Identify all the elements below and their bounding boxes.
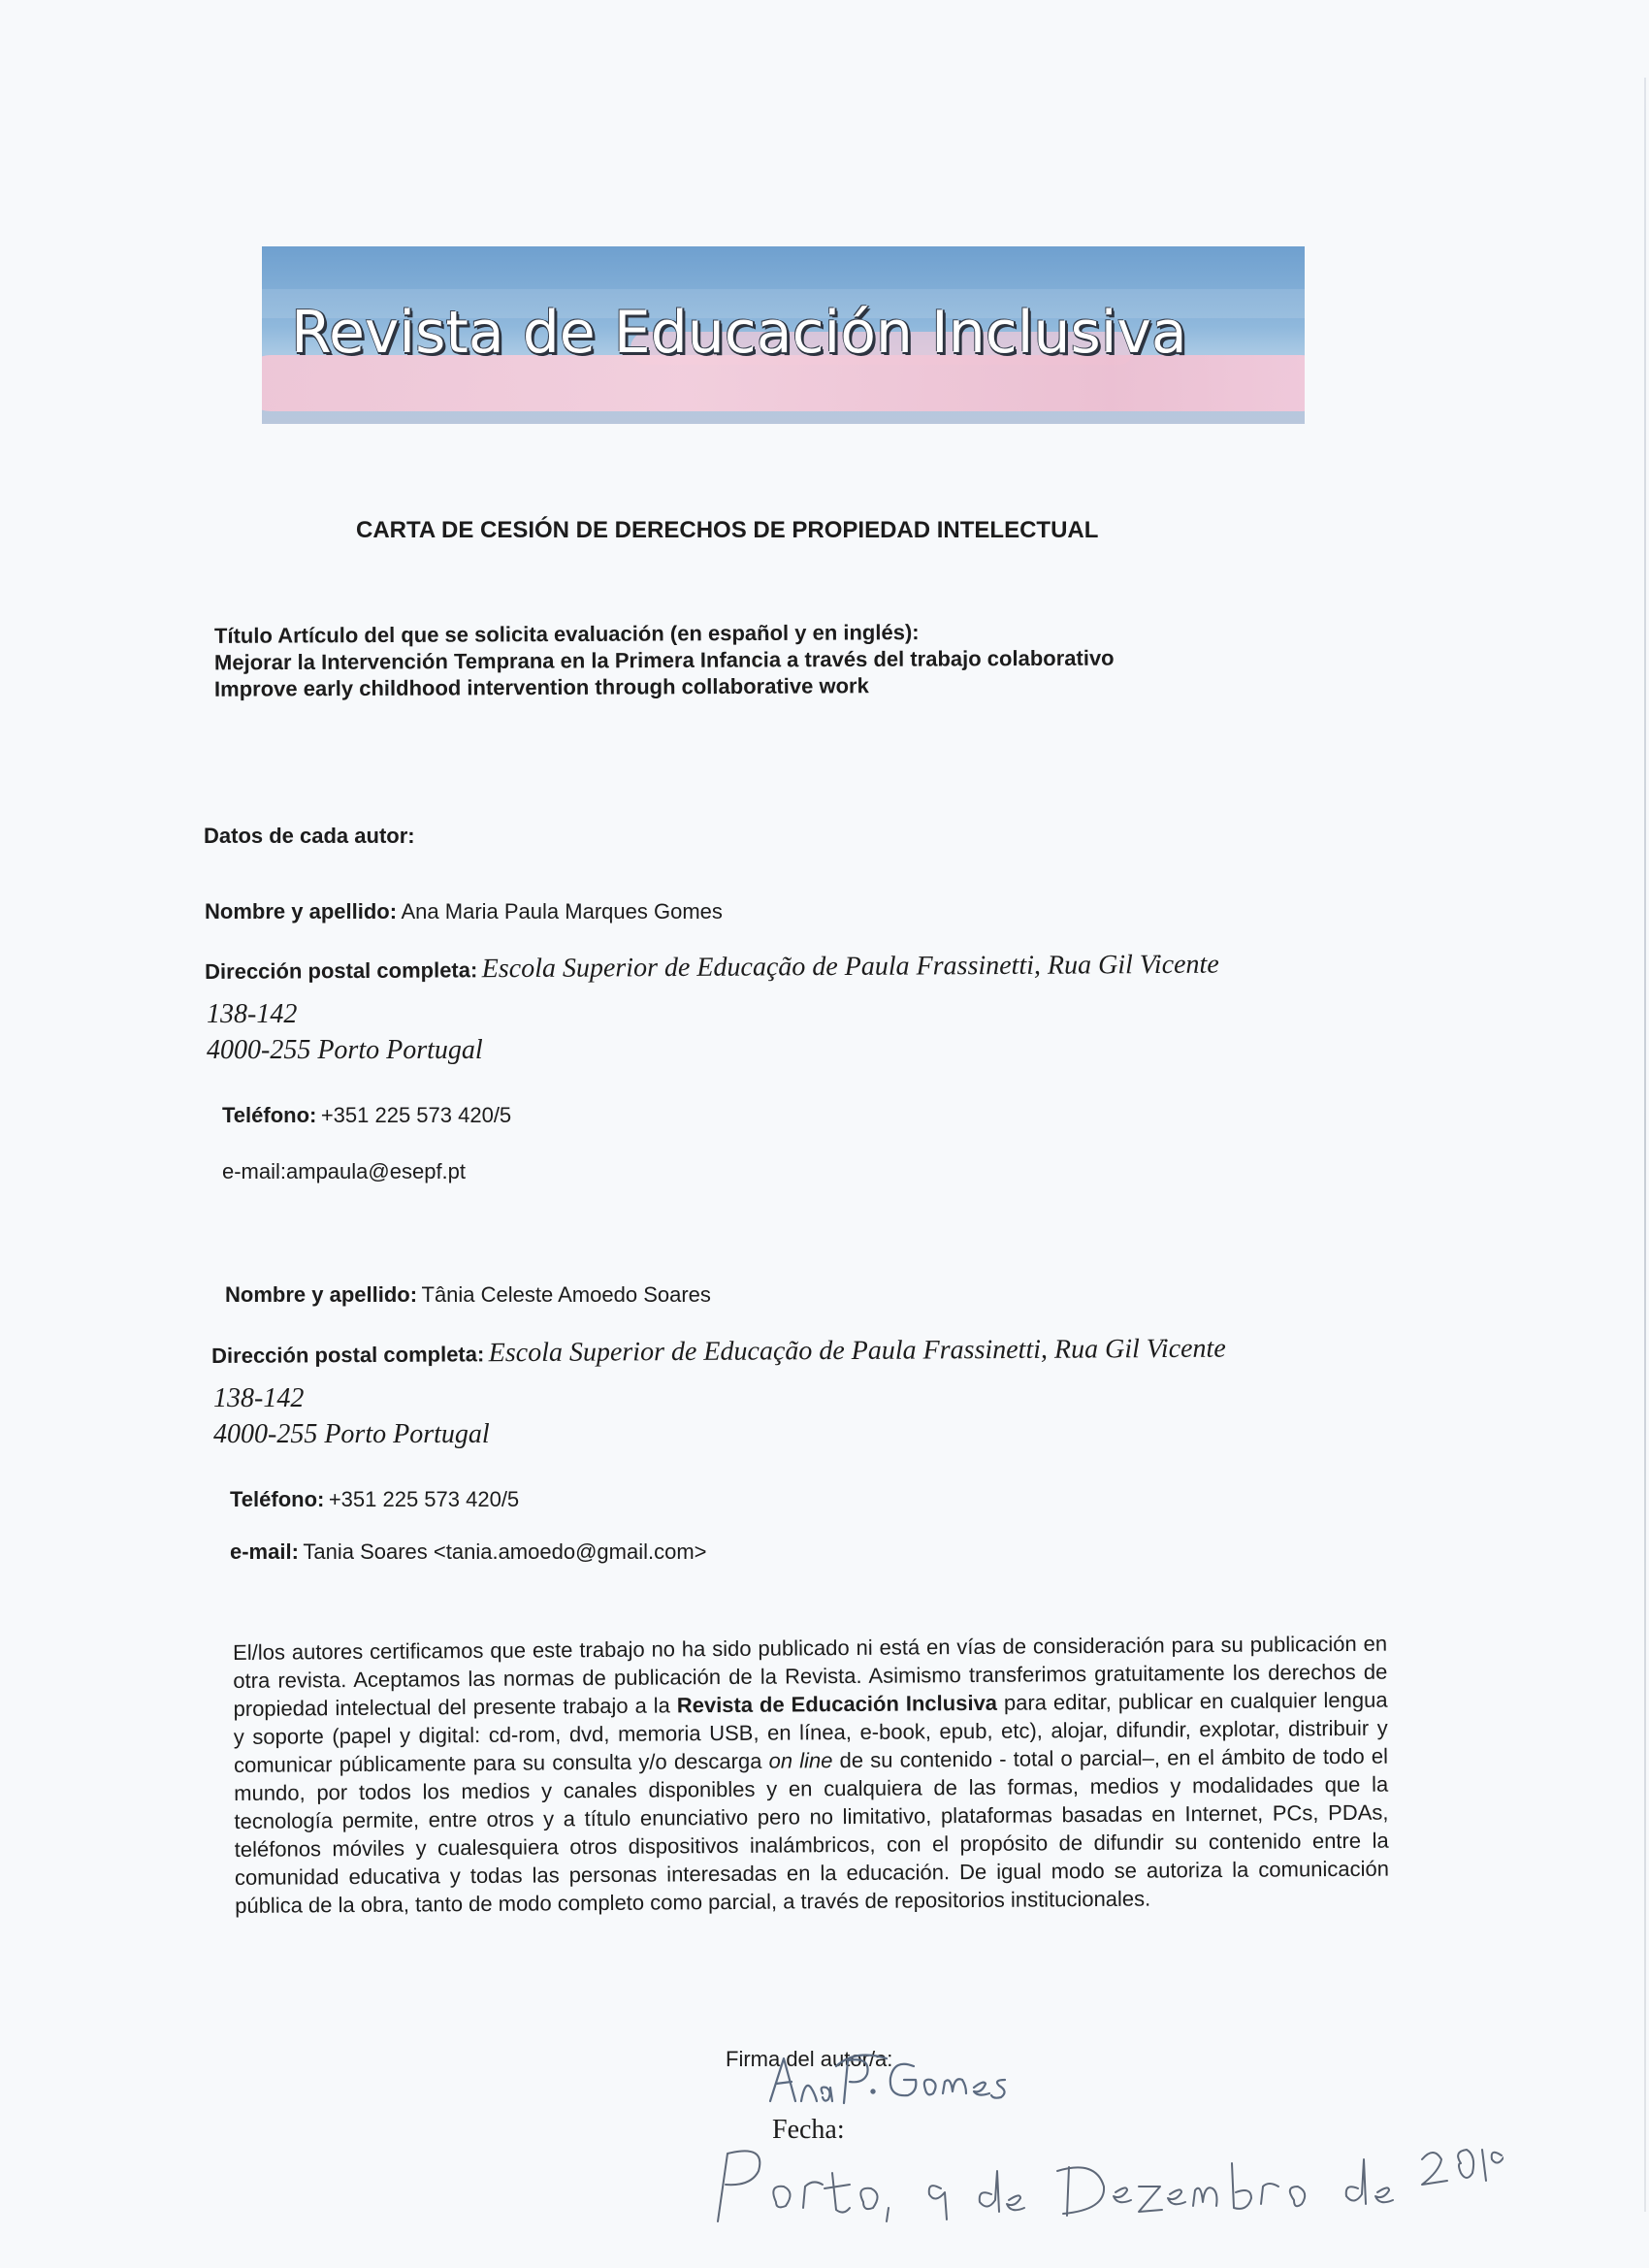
author-1-email: e-mail:ampaula@esepf.pt bbox=[222, 1159, 467, 1183]
phone-label: Teléfono: bbox=[230, 1487, 325, 1511]
name-label: Nombre y apellido: bbox=[225, 1282, 418, 1307]
author-name: Tânia Celeste Amoedo Soares bbox=[421, 1282, 711, 1307]
statement-part-3: de su contenido - total o parcial–, en el ámbito de todo el mundo, por todos los medios y canales disponibles y en cualquiera de las formas, medios y modalidades que la tecnología permite, entre otros y a título enunciativo pero no limitativo, plataformas basadas en Internet, PCs, PDAs, teléfonos móviles y cualesquiera otros dispositivos inalámbricos, con el propósito de difundir su contenido entre la comunidad educativa y todas las personas interesadas en la educación. De igual modo se autoriza la comunicación pública de la obra, tanto de modo completo como parcial, a través de repositorios institucionales. bbox=[234, 1743, 1389, 1918]
author-1-phone-row bbox=[222, 1103, 511, 1128]
email-value: Tania Soares <tania.amoedo@gmail.com> bbox=[303, 1539, 707, 1564]
statement-part-1: El/los autores certificamos que este trabajo no ha sido publicado ni está en vías de consideración para su publicación en otra revista. Aceptamos las normas de publicación de la Revista. Asimismo transferimos gratuitamente los derechos de propiedad intelectual del presente trabajo a la bbox=[233, 1631, 1388, 1721]
name-label: Nombre y apellido: bbox=[205, 899, 398, 923]
statement-journal-name: Revista de Educación Inclusiva bbox=[676, 1690, 998, 1718]
author-1-name-row bbox=[205, 899, 723, 924]
address-line-1: Escola Superior de Educação de Paula Frassinetti, Rua Gil Vicente bbox=[488, 1333, 1226, 1369]
address-line-3: 4000-255 Porto Portugal bbox=[213, 1419, 490, 1449]
address-line-2: 138-142 bbox=[213, 1383, 305, 1413]
article-title-en: Improve early childhood intervention through collaborative work bbox=[213, 673, 869, 701]
rights-statement bbox=[233, 1630, 1389, 1920]
signature-handwriting bbox=[762, 2045, 1053, 2113]
author-2-phone-row bbox=[230, 1487, 519, 1512]
firma-label: Firma del autor/a: bbox=[726, 2047, 893, 2071]
date-handwriting bbox=[708, 2124, 1504, 2231]
banner-title: Revista de Educación Inclusiva bbox=[291, 299, 1187, 367]
article-title-es: Mejorar la Intervención Temprana en la Primera Infancia a través del trabajo colaborativo bbox=[213, 645, 1115, 675]
phone-value: +351 225 573 420/5 bbox=[328, 1487, 520, 1511]
author-2-name-row bbox=[225, 1282, 711, 1308]
author-2-email-row bbox=[230, 1539, 707, 1565]
journal-banner bbox=[262, 246, 1305, 424]
address-label: Dirección postal completa: bbox=[211, 1342, 485, 1368]
author-2-address-row bbox=[211, 1334, 1226, 1371]
address-line-2: 138-142 bbox=[207, 999, 298, 1029]
statement-part-2: para editar, publicar en cualquier lengua y soporte (papel y digital: cd-rom, dvd, memoria USB, en línea, e-book, epub, etc), alojar, difundir, explotar, distribuir y comunicar públicamente para su consulta y/o descarga bbox=[233, 1687, 1388, 1777]
address-line-3: 4000-255 Porto Portugal bbox=[207, 1035, 483, 1065]
statement-online: on line bbox=[768, 1748, 833, 1773]
fecha-label: Fecha: bbox=[772, 2115, 845, 2145]
authors-heading: Datos de cada autor: bbox=[204, 824, 415, 848]
email-label: e-mail: bbox=[230, 1539, 299, 1564]
author-name: Ana Maria Paula Marques Gomes bbox=[401, 899, 723, 923]
author-1-address-row bbox=[205, 950, 1219, 987]
address-label: Dirección postal completa: bbox=[205, 957, 478, 984]
phone-label: Teléfono: bbox=[222, 1103, 317, 1127]
document-title: CARTA DE CESIÓN DE DERECHOS DE PROPIEDAD INTELECTUAL bbox=[356, 517, 1099, 543]
page-edge bbox=[1644, 78, 1646, 2212]
phone-value: +351 225 573 420/5 bbox=[320, 1103, 512, 1127]
address-line-1: Escola Superior de Educação de Paula Frassinetti, Rua Gil Vicente bbox=[481, 949, 1219, 985]
article-label: Título Artículo del que se solicita evaluación (en español y en inglés): bbox=[213, 620, 920, 648]
